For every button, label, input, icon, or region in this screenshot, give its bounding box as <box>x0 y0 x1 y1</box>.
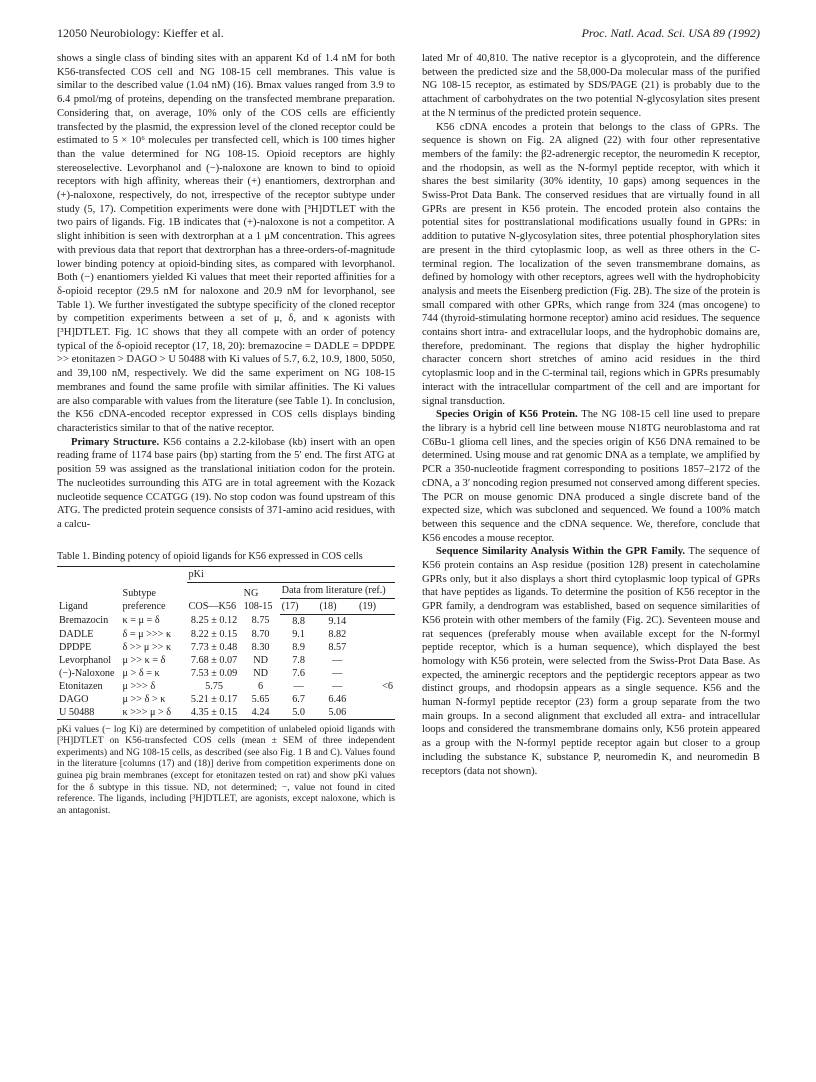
table-footnote: pKi values (− log Ki) are determined by competition of unlabeled opioid ligands with [³H]DTLET on K56-transfected COS cells (mean ± SEM of three independent experiments) and NG 108-15 cells, as described (see also Fig. 1 B and C). Values found in the literature [columns (17) and (18)] derive from competition experiments done on guinea pig brain membranes (except for etonitazen tested on rat) and show pKi values for the δ subtype in this tissue. ND, not determined; −, value not found in cited reference. The ligands, including [³H]DTLET, are agonists, except naloxone, which is an antagonist. <box>57 723 395 816</box>
cell-ref17: 9.1 <box>292 628 305 640</box>
cell-subtype: μ > δ = κ <box>122 667 160 679</box>
cell-subtype: δ = μ >>> κ <box>122 628 172 640</box>
page-header <box>57 26 760 42</box>
cell-ref19 <box>357 706 395 720</box>
cell-ng108: 8.75 <box>251 615 270 627</box>
cell-subtype: μ >> κ = δ <box>122 654 166 666</box>
table-header-row-1 <box>57 566 395 582</box>
cell-ref17: 8.9 <box>292 641 305 653</box>
col-cos-header: COS—K56 <box>188 601 237 613</box>
pki-header: pKi <box>187 566 395 582</box>
table-row <box>57 693 395 706</box>
primary-structure-text: K56 contains a 2.2-kilobase (kb) insert with an open reading frame of 1174 base pairs (bp) starting from the 5′ end. The first ATG at position 59 was assigned as the translational initiation codon for the protein. The nucleotides surrounding this ATG are in total agreement with the Kozack nucleotide sequence CCATGG (19). No stop codon was found upstream of this ATG. The predicted protein sequence consists of 371-amino acid residues, with a calcu- <box>57 436 395 530</box>
col-ref19-header: (19) <box>357 598 395 614</box>
cell-cos-k56: 7.68 ± 0.07 <box>190 654 238 666</box>
sequence-similarity-text: The sequence of K56 protein contains an Asp residue (position 128) present in catecholamine GPRs only, but it also displays a short third cytoplasmic loop typical of GPRs that have peptides as ligands. To determine the position of K56 receptor in the GPR family, a dendrogram was established, based on sequence similarities of K56 protein with other members of the family (Fig. 2C). Seventeen mouse and rat sequences (preferably mouse when available except for the N-formyl peptide receptor, which is a human sequence), which displayed the best homology with K56 protein, were selected from the Swiss-Prot Data Base. As expected, the aminergic receptors and the peptidergic receptors appear as two distinct groups, and rhodopsin appears as a single sequence. K56 and the human N-formyl peptide receptor (23) form a group separate from the two main groups. In a second alignment that excluded all extra- and intracellular loops and considered the transmembrane domains only, K56 protein appeared as a group with the N-formyl peptide receptor again but closer to a group including the substance K, substance P, neuromedin K, and neuromedin B receptors (data not shown). <box>422 546 760 777</box>
cell-ref18: 6.46 <box>328 693 347 705</box>
cell-cos-k56: 7.73 ± 0.48 <box>190 641 238 653</box>
receptor-size-paragraph: lated Mr of 40,810. The native receptor is a glycoprotein, and the difference between the predicted size and the 58,000-Da molecular mass of the purified NG 108-15 receptor, as estimated by SDS/PAGE (21) is probably due to the attachment of carbohydrates on the two potential N-glycosylation sites present at the N terminus of the predicted protein sequence. <box>422 53 760 119</box>
cell-ref18: 9.14 <box>328 615 347 627</box>
cell-ref19 <box>357 654 395 667</box>
cell-cos-k56: 5.75 <box>205 680 223 692</box>
cell-ref18: 5.06 <box>318 706 357 720</box>
gpr-class-paragraph: K56 cDNA encodes a protein that belongs to the class of GPRs. The sequence is shown on Fig. 2A aligned (22) with four other representative members of the family: the β2-adrenergic receptor, the neuromedin K receptor, and the rhodopsin, as well as the N-formyl peptide receptor, with which it shares the best similarity (30% identity, 10 gaps) among sequences in the Swiss-Prot Data Bank. The conserved residues that are virtually found in all GPRs are present in K56 protein. The encoded protein also contains the potential sites for posttranslational modifications usually found in GPRs: in addition to putative N-glycosylation sites, three potential phosphorylation sites are present in the third cytoplasmic loop, as well as three others in the C-terminal region. The localization of the seven transmembrane domains, as defined by homology with other receptors, agrees well with the hydrophobicity analysis and meets the Eisenberg prediction (Fig. 2B). The size of the protein is small compared with other GPRs, which range from 324 (mas oncogene) to 744 (thyroid-stimulating hormone receptor) amino acid residues. The sequence contains short intra- and extracellular loops, and the hydrophobic domains are, therefore, predominant. The regions that display the higher hydrophilic character concern short stretches of amino acid residues in the third cytoplasmic loop and in the C-terminal tail, regions which in GPRs presumably interact with the intracellular compartment of the cell and are important for signal transduction. <box>422 121 760 407</box>
cell-cos-k56: 7.53 ± 0.09 <box>190 667 238 679</box>
binding-potency-table <box>57 566 395 720</box>
cell-cos-k56: 5.21 ± 0.17 <box>190 693 238 705</box>
table-body <box>57 614 395 719</box>
table-row <box>57 706 395 720</box>
cell-ref17: 8.8 <box>292 615 305 627</box>
running-head-right: Proc. Natl. Acad. Sci. USA 89 (1992) <box>581 26 760 40</box>
table-row <box>57 628 395 641</box>
cell-ng108: 6 <box>258 680 264 692</box>
cell-ref17: — <box>293 680 304 692</box>
cell-ligand: Levorphanol <box>59 654 112 666</box>
cell-ligand: DPDPE <box>59 641 92 653</box>
right-column <box>422 52 760 778</box>
col-subtype-header: Subtype preference <box>121 566 187 614</box>
primary-structure-heading: Primary Structure. <box>71 436 160 448</box>
cell-subtype: μ >>> δ <box>122 680 156 692</box>
cell-ref18: 8.82 <box>328 628 347 640</box>
table-row <box>57 641 395 654</box>
table-row <box>57 667 395 680</box>
running-head-left: 12050 Neurobiology: Kieffer et al. <box>57 26 224 40</box>
left-column <box>57 52 395 816</box>
literature-header: Data from literature (ref.) <box>280 582 395 598</box>
col-ligand-header: Ligand <box>57 566 121 614</box>
cell-ng108: 8.70 <box>251 628 270 640</box>
cell-subtype: κ = μ = δ <box>122 615 160 627</box>
col-ng-header: NG 108-15 <box>243 588 273 613</box>
table-row <box>57 680 395 693</box>
cell-ligand: DAGO <box>59 693 89 705</box>
cell-ref17: 6.7 <box>292 693 305 705</box>
cell-subtype: μ >> δ > κ <box>122 693 166 705</box>
cell-ng108: 5.65 <box>251 693 270 705</box>
cell-ligand: (−)-Naloxone <box>59 667 115 679</box>
cell-subtype: κ >>> μ > δ <box>121 706 187 720</box>
col-ref18-header: (18) <box>318 598 357 614</box>
cell-ligand: U 50488 <box>57 706 121 720</box>
cell-ref19: <6 <box>382 680 393 692</box>
cell-ng108: ND <box>253 654 268 666</box>
table-row <box>57 654 395 667</box>
cell-ref19 <box>357 614 395 628</box>
primary-structure-paragraph <box>57 436 395 532</box>
cell-ref19 <box>357 641 395 654</box>
cell-ref17: 7.8 <box>292 654 305 666</box>
cell-cos-k56: 8.22 ± 0.15 <box>190 628 238 640</box>
cell-subtype: δ >> μ >> κ <box>122 641 172 653</box>
cell-cos-k56: 4.35 ± 0.15 <box>187 706 242 720</box>
cell-ref19 <box>357 693 395 706</box>
cell-ref18: 8.57 <box>328 641 347 653</box>
cell-ligand: Etonitazen <box>59 680 103 692</box>
cell-ng108: 8.30 <box>251 641 270 653</box>
species-origin-paragraph <box>422 408 760 545</box>
sequence-similarity-paragraph <box>422 545 760 778</box>
results-paragraph: shows a single class of binding sites with an apparent Kd of 1.4 nM for both K56-transfected COS cell and NG 108-15 cell membranes. This value is similar to the described value (1.04 nM) (16). Bmax values ranged from 3.9 to 6.4 pmol/mg of proteins, depending on the transfected membrane preparation. Considering that, on average, 10% only of the COS cells are efficiently transfected by the plasmid, the expression level of the cloned receptor could be estimated to 5 × 10⁶ molecules per transfected cell, which is 100 times higher than the value determined for NG 108-15. Opioid receptors are highly stereoselective. Levorphanol and (−)-naloxone are known to bind to opioid receptors with high affinity, whereas their (+) enantiomers, dextrorphan and (+)-naloxone, respectively, do not, irrespective of the receptor subtype under study (5, 17). Competition experiments were done with [³H]DTLET with the two pairs of ligands. Fig. 1B indicates that (+)-naloxone is not a competitor. A slight inhibition is seen with dextrorphan at a 1 μM concentration. This agrees with previous data that report that dextrorphan has a three-orders-of-magnitude lower binding potency at opioid-binding sites, as compared with levorphanol. Both (−) enantiomers yielded Ki values that meet their reported affinities for a δ-opioid receptor (29.5 nM for naloxone and 20.9 nM for levorphanol, see Table 1). We further investigated the subtype specificity of the cloned receptor by competition experiments between a set of μ, δ, and κ agonists with [³H]DTLET. Fig. 1C shows that they all compete with an order of potency typical of the δ-opioid receptor (17, 18, 20): bremazocine = DADLE = DPDPE >> etonitazen > DAGO > U 50488 with Ki values of 5.7, 6.2, 10.9, 1800, 5050, and 39,100 nM, respectively. We did the same experiment on NG 108-15 membranes and found the same profile with similar affinities. The Ki values are also comparable with values from the literature (see Table 1). In conclusion, the K56 cDNA-encoded receptor expressed in COS cells displays binding characteristics similar to that of the native receptor. <box>57 53 395 434</box>
cell-ref17: 7.6 <box>292 667 305 679</box>
cell-ref18: — <box>332 654 343 666</box>
sequence-similarity-heading: Sequence Similarity Analysis Within the GPR Family. <box>436 546 686 558</box>
species-origin-heading: Species Origin of K56 Protein. <box>436 409 578 421</box>
table-row <box>57 614 395 628</box>
cell-ng108: ND <box>253 667 268 679</box>
cell-ref18: — <box>332 680 343 692</box>
cell-ref17: 5.0 <box>280 706 318 720</box>
species-origin-text: The NG 108-15 cell line used to prepare the library is a hybrid cell line between mouse N18TG neuroblastoma and rat C6Bu-1 glioma cell lines, and the species origin of K56 DNA remained to be determined. Using mouse and rat genomic DNA as a template, we amplified by PCR a 350-nucleotide fragment corresponding to positions 1857–2172 of the cDNA, a 3′ noncoding region presumed not conserved among different species. The PCR on mouse genomic DNA produced a single discrete band of the expected size, which was subcloned and sequenced. We found a 100% match between this sequence and the cDNA sequence. We, therefore, conclude that K56 encodes a mouse receptor. <box>422 409 760 544</box>
table-caption: Table 1. Binding potency of opioid ligands for K56 expressed in COS cells <box>57 550 363 562</box>
cell-ligand: DADLE <box>59 628 94 640</box>
cell-ref19 <box>357 628 395 641</box>
cell-ref18: — <box>332 667 343 679</box>
cell-ref19 <box>357 667 395 680</box>
cell-ng108: 4.24 <box>242 706 280 720</box>
col-ref17-header: (17) <box>280 598 318 614</box>
cell-ligand: Bremazocin <box>59 615 109 627</box>
cell-cos-k56: 8.25 ± 0.12 <box>190 615 238 627</box>
